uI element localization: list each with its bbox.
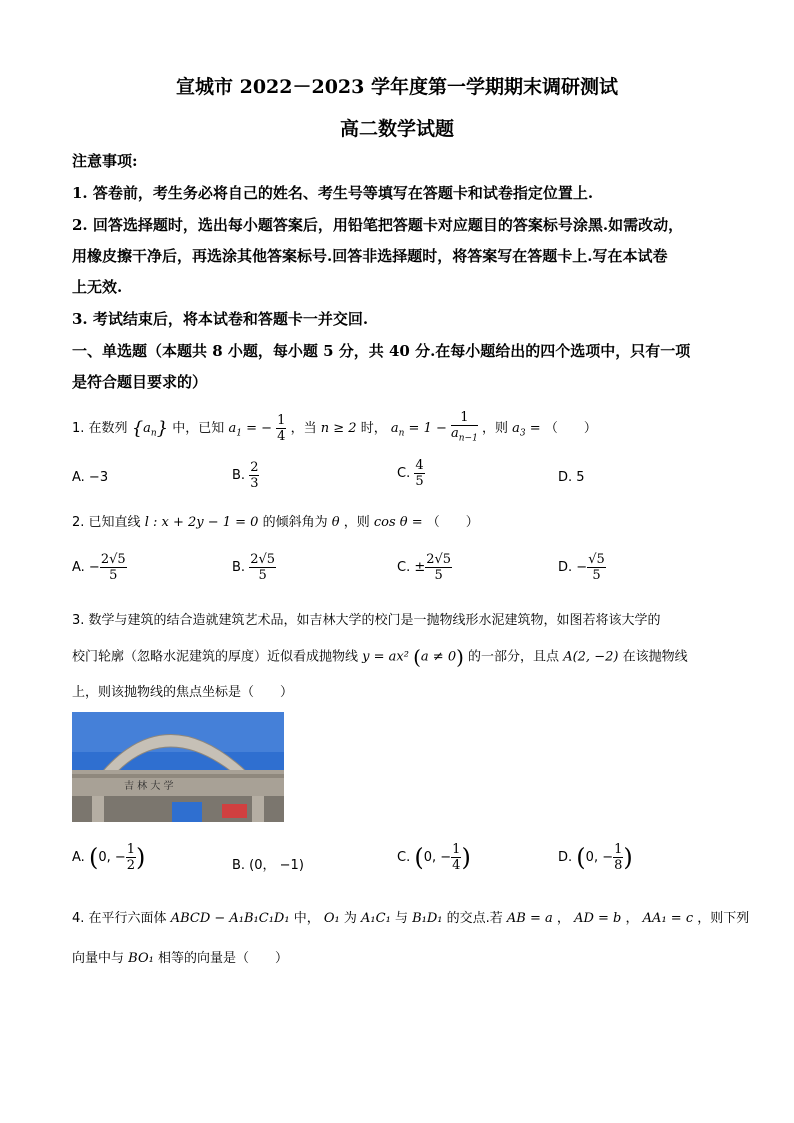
gate-illustration [72,712,284,822]
question-1: 1. 在数列 $\{a_n\}$ 中，已知 $a_1$ = − $\frac{1}{4}$ ，当 n ≥ 2 时， $a_n = 1$ − $\frac{1}{a_{n-1}}$ ，则 $a_3$ = （ ） [72,410,597,447]
gate-beam [72,770,284,796]
question-3-line-3: 上，则该抛物线的焦点坐标是（ ） [72,685,294,700]
n-condition: n ≥ 2 [320,420,357,436]
a1-expression: $a_1$ = − [228,420,273,439]
q1-option-c[interactable]: C. $\frac{4}{5}$ [397,458,424,489]
q3-option-b[interactable]: B. (0， −1) [232,858,304,873]
vector-ab: AB = a [506,911,553,926]
notice-item-2-line-1: 2. 回答选择题时，选出每小题答案后，用铅笔把答题卡对应题目的答案标号涂黑.如需改动， [72,216,684,234]
q3-option-a[interactable]: A. (0, − $\frac{1}{2}$ ) [72,842,146,873]
a1-fraction: $\frac{1}{4}$ [277,412,286,444]
section-1-heading-line-2: 是符合题目要求的） [72,373,208,391]
question-4-line-1: 4. 在平行六面体 ABCD − A₁B₁C₁D₁ 中， O₁ 为 A₁C₁ 与 B₁D₁ 的交点.若 AB = a ， AD = b ， AA₁ = c ，则下列 [72,911,750,926]
q3-option-c[interactable]: C. (0, − $\frac{1}{4}$ ) [397,842,471,873]
parallelepiped-name: ABCD − A₁B₁C₁D₁ [170,911,290,926]
sequence-a-n: $\{a_n\}$ [131,417,169,439]
cos-theta: cos θ = [373,515,423,530]
recurrence-expression: $a_n = 1$ − [390,420,447,439]
q2-option-a[interactable]: A. − $\frac{2√5}{5}$ [72,552,126,583]
q2-option-b[interactable]: B. $\frac{2√5}{5}$ [232,552,276,583]
notice-item-1: 1. 答卷前，考生务必将自己的姓名、考生号等填写在答题卡和试卷指定位置上. [72,184,594,202]
parabola-equation: y = ax² [362,649,409,665]
question-3-line-1: 3. 数学与建筑的结合造就建筑艺术品，如吉林大学的校门是一抛物线形水泥建筑物，如图若将该大学的 [72,613,661,628]
point-a: A(2, −2) [563,649,619,665]
notice-item-2-line-3: 上无效. [72,278,123,296]
university-gate-photo [72,712,284,822]
question-3-line-2: 校门轮廓（忽略水泥建筑的厚度）近似看成抛物线 y = ax² (a ≠ 0) 的一部分，且点 A(2, −2) 在该抛物线 [72,645,688,669]
q2-option-d[interactable]: D. − $\frac{√5}{5}$ [558,552,605,583]
q1-option-b[interactable]: B. $\frac{2}{3}$ [232,460,259,491]
recurrence-fraction: $\frac{1}{a_{n-1}}$ [451,410,478,444]
section-1-heading-line-1: 一、单选题（本题共 8 小题，每小题 5 分，共 40 分.在每小题给出的四个选项中，只有一项 [72,342,691,360]
parabola-condition: a ≠ 0 [420,649,457,665]
q1-option-a[interactable]: A. −3 [72,470,109,485]
vector-ad: AD = b [574,911,622,926]
vector-aa1: AA₁ = c [642,911,694,926]
exam-subtitle: 高二数学试题 [339,118,454,140]
a3-expression: $a_3$ = [512,420,541,439]
question-2: 2. 已知直线 l : x + 2y − 1 = 0 的倾斜角为 θ ，则 cos θ = （ ） [72,515,479,530]
notice-heading: 注意事项: [72,152,138,170]
notice-item-3: 3. 考试结束后，将本试卷和答题卡一并交回. [72,310,369,328]
line-equation: l : x + 2y − 1 = 0 [144,515,259,530]
angle-theta: θ [331,515,340,530]
gate-sign-text: 吉 林 大 学 [124,781,174,792]
notice-item-2-line-2: 用橡皮擦干净后，再选涂其他答案标号.回答非选择题时，将答案写在答题卡上.写在本试卷 [72,247,668,265]
exam-title: 宣城市 2022－2023 学年度第一学期期末调研测试 [176,76,618,98]
q1-option-d[interactable]: D. 5 [558,470,585,485]
vector-bo1: BO₁ [128,951,154,966]
q3-option-d[interactable]: D. (0, − $\frac{1}{8}$ ) [558,842,633,873]
q2-option-c[interactable]: C. ± $\frac{2√5}{5}$ [397,552,452,583]
question-4-line-2: 向量中与 BO₁ 相等的向量是（ ） [72,951,288,966]
